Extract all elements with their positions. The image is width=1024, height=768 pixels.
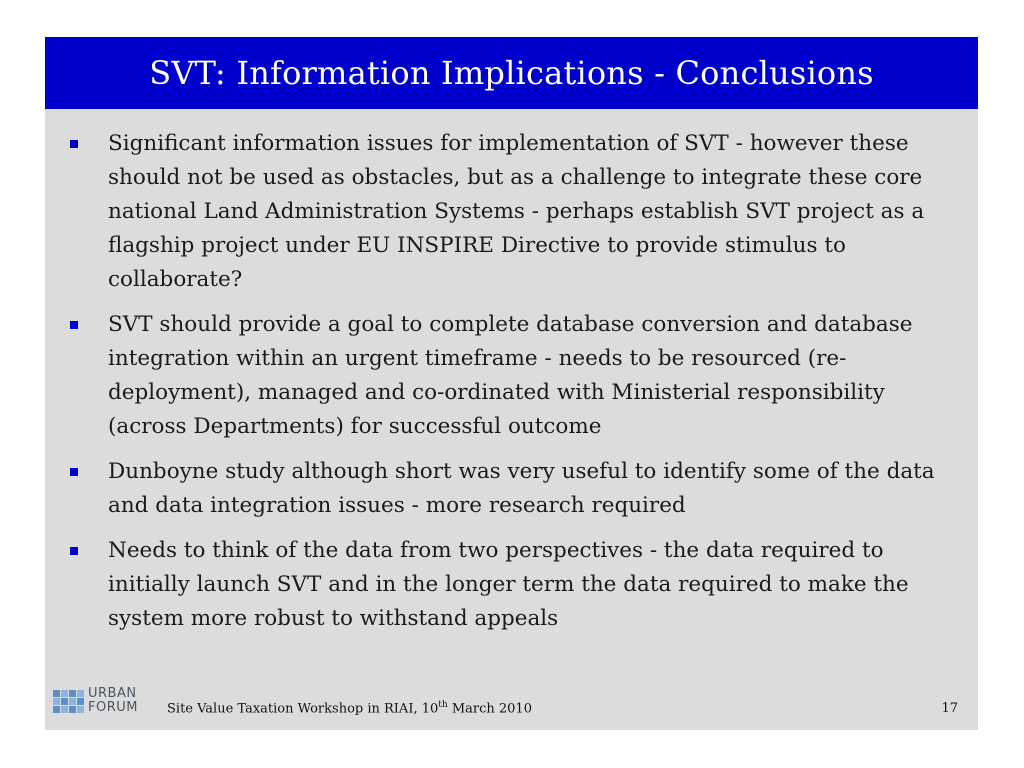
footer-text-main: Site Value Taxation Workshop in RIAI, 10 — [167, 701, 439, 717]
bullet-item — [67, 127, 967, 297]
footer-text-sup: th — [438, 700, 448, 710]
title-bar — [45, 37, 978, 109]
logo-line-forum: FORUM — [88, 700, 138, 715]
logo-line-urban: URBAN — [88, 686, 137, 701]
bullet-item — [67, 308, 967, 444]
square-bullet-icon — [70, 468, 78, 476]
logo-squares-icon — [53, 690, 84, 713]
bullet-text: Needs to think of the data from two perspectives - the data required to initially launch SVT and in the longer term the data required to make the system more robust to withstand appeals — [108, 538, 909, 631]
square-bullet-icon — [70, 321, 78, 329]
bullet-text: Dunboyne study although short was very useful to identify some of the data and data integration issues - more research required — [108, 459, 935, 518]
bullet-text: SVT should provide a goal to complete database conversion and database integration within an urgent timeframe - needs to be resourced (re-deployment), managed and co-ordinated with Ministerial responsibility (across Departments) for successful outcome — [108, 312, 913, 439]
square-bullet-icon — [70, 140, 78, 148]
logo-text — [88, 687, 138, 715]
footer-text-date: March 2010 — [447, 701, 532, 717]
urban-forum-logo — [53, 687, 138, 715]
bullet-item — [67, 534, 967, 636]
page-number: 17 — [941, 701, 958, 716]
square-bullet-icon — [70, 547, 78, 555]
slide — [45, 37, 978, 730]
slide-title: SVT: Information Implications - Conclusions — [149, 54, 874, 92]
bullet-text: Significant information issues for implementation of SVT - however these should not be used as obstacles, but as a challenge to integrate these core national Land Administration Systems - perhaps establish SVT project as a flagship project under EU INSPIRE Directive to provide stimulus to collaborate? — [108, 131, 925, 292]
bullet-item — [67, 455, 967, 523]
bullet-list — [67, 127, 967, 647]
footer-workshop-text — [167, 700, 532, 716]
